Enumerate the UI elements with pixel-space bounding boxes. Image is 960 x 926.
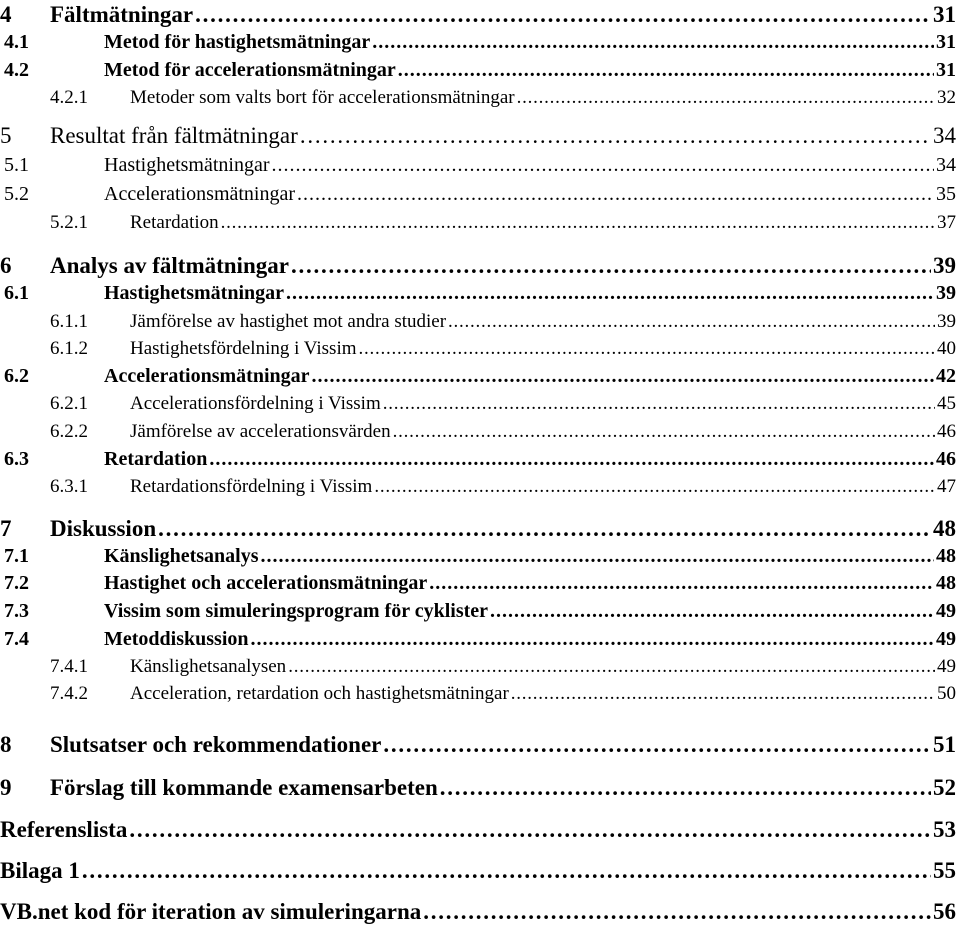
toc-title: Slutsatser och rekommendationer	[50, 732, 382, 757]
toc-leader	[82, 859, 931, 882]
toc-number: 7.3	[4, 600, 29, 622]
toc-leader	[490, 601, 934, 621]
toc-title: Känslighetsanalys	[104, 545, 259, 567]
toc-page: 49	[937, 656, 956, 677]
toc-title: Referenslista	[0, 817, 128, 842]
toc-number: 9	[0, 775, 12, 800]
toc-page: 40	[937, 338, 956, 359]
toc-entry[interactable]	[0, 254, 956, 277]
toc-number: 7.2	[4, 572, 29, 594]
toc-number: 4.2.1	[50, 87, 88, 108]
toc-number: 6.1.1	[50, 311, 88, 332]
toc-entry[interactable]	[0, 213, 956, 232]
toc-title: Retardationsfördelning i Vissim	[130, 476, 373, 497]
toc-entry[interactable]	[0, 155, 956, 175]
toc-entry[interactable]	[0, 818, 956, 841]
toc-page: 34	[933, 123, 956, 148]
toc-title: Metod för hastighetsmätningar	[104, 31, 371, 53]
toc-page: 49	[936, 628, 956, 650]
toc-entry[interactable]	[0, 449, 956, 469]
toc-entry[interactable]	[0, 629, 956, 649]
toc-title: Jämförelse av accelerationsvärden	[130, 421, 391, 442]
toc-entry[interactable]	[0, 339, 956, 358]
toc-leader	[291, 254, 931, 277]
toc-leader	[251, 629, 935, 649]
toc-title: Hastighetsfördelning i Vissim	[130, 338, 357, 359]
toc-entry[interactable]	[0, 32, 956, 52]
toc-page: 50	[937, 683, 956, 704]
toc-page: 48	[933, 516, 956, 541]
toc-entry[interactable]	[0, 859, 956, 882]
toc-leader	[374, 477, 935, 496]
toc-entry[interactable]	[0, 477, 956, 496]
toc-leader	[221, 213, 935, 232]
toc-leader	[398, 60, 934, 80]
toc-title: Metoddiskussion	[104, 628, 249, 650]
toc-page: 46	[936, 448, 956, 470]
toc-leader	[511, 684, 935, 703]
toc-entry[interactable]	[0, 312, 956, 331]
toc-page: 47	[937, 476, 956, 497]
toc-title: Metoder som valts bort för accelerationsmätningar	[130, 87, 515, 108]
toc-entry[interactable]	[0, 517, 956, 540]
toc-number: 5.2.1	[50, 212, 88, 233]
toc-page: 39	[937, 311, 956, 332]
toc-entry[interactable]	[0, 184, 956, 204]
toc-entry[interactable]	[0, 657, 956, 676]
toc-page: 37	[937, 212, 956, 233]
toc-title: Hastighet och accelerationsmätningar	[104, 572, 428, 594]
toc-leader	[429, 573, 934, 593]
toc-number: 5.2	[4, 183, 29, 205]
toc-entry[interactable]	[0, 88, 956, 107]
toc-page: 31	[936, 31, 956, 53]
toc-page: 35	[936, 183, 956, 205]
toc-page: 56	[933, 899, 956, 924]
toc-title: Fältmätningar	[50, 2, 194, 27]
toc-leader	[297, 184, 934, 204]
toc-number: 6.2	[4, 365, 29, 387]
toc-page: 39	[933, 253, 956, 278]
toc-title: Jämförelse av hastighet mot andra studier	[130, 311, 447, 332]
toc-page: 48	[936, 572, 956, 594]
toc-leader	[158, 517, 931, 540]
toc-leader	[359, 339, 936, 358]
toc-leader	[312, 366, 934, 386]
toc-leader	[440, 776, 931, 799]
toc-leader	[517, 88, 935, 107]
toc-title: Analys av fältmätningar	[50, 253, 289, 278]
toc-leader	[300, 124, 931, 147]
toc-number: 4.2	[4, 59, 29, 81]
toc-title: Retardation	[130, 212, 219, 233]
toc-number: 6	[0, 253, 12, 278]
toc-number: 5.1	[4, 154, 29, 176]
toc-leader	[272, 155, 934, 175]
toc-leader	[260, 546, 934, 566]
toc-title: Bilaga 1	[0, 858, 80, 883]
toc-page: 42	[936, 365, 956, 387]
toc-number: 4.1	[4, 31, 29, 53]
toc-leader	[423, 900, 931, 923]
toc-leader	[383, 394, 935, 413]
toc-page: 39	[936, 282, 956, 304]
toc-leader	[393, 422, 935, 441]
toc-number: 6.1.2	[50, 338, 88, 359]
toc-number: 6.3.1	[50, 476, 88, 497]
toc-number: 6.3	[4, 448, 29, 470]
toc-page: 51	[933, 732, 956, 757]
toc-number: 4	[0, 2, 12, 27]
toc-number: 6.2.1	[50, 393, 88, 414]
toc-title: Diskussion	[50, 516, 157, 541]
toc-entry[interactable]	[0, 776, 956, 799]
toc-leader	[288, 657, 935, 676]
toc-entry[interactable]	[0, 366, 956, 386]
toc-number: 7.4.1	[50, 656, 88, 677]
toc-page: 31	[933, 2, 956, 27]
toc-leader	[383, 733, 931, 756]
toc-entry[interactable]	[0, 546, 956, 566]
toc-title: Retardation	[104, 448, 208, 470]
toc-leader	[129, 818, 931, 841]
toc-page: 31	[936, 59, 956, 81]
toc-title: Acceleration, retardation och hastighetsmätningar	[130, 683, 509, 704]
toc-title: Hastighetsmätningar	[104, 154, 270, 176]
toc-title: VB.net kod för iteration av simuleringarna	[0, 899, 422, 924]
toc-number: 5	[0, 123, 12, 148]
toc-entry[interactable]	[0, 733, 956, 756]
toc-entry[interactable]	[0, 601, 956, 621]
toc-number: 8	[0, 732, 12, 757]
toc-page: 49	[936, 600, 956, 622]
toc-page: 55	[933, 858, 956, 883]
toc-entry[interactable]	[0, 394, 956, 413]
toc-number: 7	[0, 516, 12, 541]
toc-page: 34	[936, 154, 956, 176]
toc-page: 48	[936, 545, 956, 567]
toc-entry[interactable]	[0, 3, 956, 26]
toc-page: 46	[937, 421, 956, 442]
toc-leader	[195, 3, 931, 26]
toc-title: Förslag till kommande examensarbeten	[50, 775, 438, 800]
toc-title: Resultat från fältmätningar	[50, 123, 298, 148]
toc-number: 7.4	[4, 628, 29, 650]
toc-title: Känslighetsanalysen	[130, 656, 287, 677]
toc-title: Accelerationsmätningar	[104, 183, 296, 205]
toc-entry[interactable]	[0, 124, 956, 147]
toc-leader	[372, 32, 934, 52]
toc-number: 6.2.2	[50, 421, 88, 442]
toc-leader	[448, 312, 935, 331]
toc-page: 32	[937, 87, 956, 108]
toc-leader	[209, 449, 934, 469]
toc-title: Vissim som simuleringsprogram för cyklister	[104, 600, 489, 622]
toc-leader	[286, 283, 934, 303]
toc-title: Metod för accelerationsmätningar	[104, 59, 396, 81]
toc-title: Accelerationsfördelning i Vissim	[130, 393, 381, 414]
toc-page: 45	[937, 393, 956, 414]
toc-entry[interactable]	[0, 283, 956, 303]
toc-entry[interactable]	[0, 573, 956, 593]
toc-number: 7.4.2	[50, 683, 88, 704]
toc-entry[interactable]	[0, 422, 956, 441]
toc-title: Accelerationsmätningar	[104, 365, 310, 387]
toc-page: 53	[933, 817, 956, 842]
toc-number: 6.1	[4, 282, 29, 304]
toc-entry[interactable]	[0, 900, 956, 923]
toc-entry[interactable]	[0, 60, 956, 80]
toc-page: 52	[933, 775, 956, 800]
toc-title: Hastighetsmätningar	[104, 282, 284, 304]
toc-number: 7.1	[4, 545, 29, 567]
toc-entry[interactable]	[0, 684, 956, 703]
